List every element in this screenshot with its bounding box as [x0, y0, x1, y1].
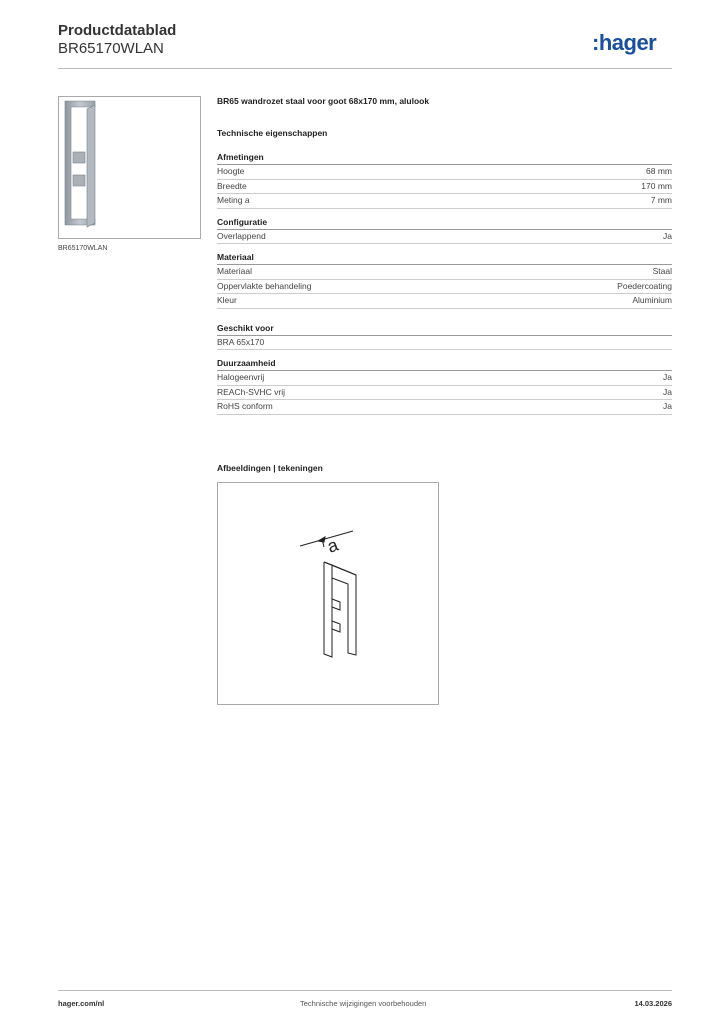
spec-section	[217, 152, 672, 209]
spec-label: Materiaal	[217, 266, 252, 276]
spec-row	[217, 180, 672, 195]
footer-divider	[58, 990, 672, 991]
footer-notice: Technische wijzigingen voorbehouden	[300, 999, 427, 1008]
spec-label: Meting a	[217, 195, 250, 205]
spec-value: 68 mm	[646, 166, 672, 176]
spec-value: 170 mm	[641, 180, 672, 191]
spec-value: Ja	[663, 401, 672, 411]
spec-label: BRA 65x170	[217, 336, 265, 347]
spec-row	[217, 165, 672, 180]
technical-heading: Technische eigenschappen	[217, 128, 328, 138]
spec-sections	[217, 152, 672, 415]
spec-row	[217, 400, 672, 415]
spec-row	[217, 280, 672, 295]
profile-drawing-icon	[218, 483, 438, 704]
spec-value: Ja	[663, 372, 672, 382]
product-details	[217, 96, 672, 423]
spec-label: Overlappend	[217, 230, 266, 241]
spec-section-title: Afmetingen	[217, 152, 672, 165]
page-title: Productdatablad	[58, 22, 177, 39]
spec-label: Breedte	[217, 180, 247, 191]
spec-section	[217, 323, 672, 351]
spec-row	[217, 294, 672, 309]
spec-label: Kleur	[217, 295, 237, 305]
spec-section-title: Duurzaamheid	[217, 358, 672, 371]
spec-value: Staal	[652, 266, 672, 276]
drawings-heading: Afbeeldingen | tekeningen	[217, 463, 323, 473]
spec-section	[217, 217, 672, 245]
hager-logo: :hager	[592, 30, 657, 55]
spec-section-title: Materiaal	[217, 252, 672, 265]
product-image-caption: BR65170WLAN	[58, 245, 108, 252]
product-image	[58, 96, 201, 239]
spec-section	[217, 358, 672, 415]
spec-value: Ja	[663, 230, 672, 241]
spec-section-title: Geschikt voor	[217, 323, 672, 336]
spec-label: Hoogte	[217, 166, 245, 176]
footer-date: 14.03.2026	[634, 999, 672, 1008]
footer-website[interactable]: hager.com/nl	[58, 999, 105, 1008]
technical-drawing	[217, 482, 439, 705]
spec-value: Aluminium	[632, 295, 672, 305]
spec-label: RoHS conform	[217, 401, 273, 411]
spec-row	[217, 371, 672, 386]
spec-row	[217, 194, 672, 209]
spec-value: 7 mm	[650, 195, 672, 205]
spec-label: REACh-SVHC vrij	[217, 386, 286, 397]
spec-row	[217, 230, 672, 245]
spec-section	[217, 252, 672, 309]
product-code: BR65170WLAN	[58, 40, 164, 57]
spec-section-title: Configuratie	[217, 217, 672, 230]
spec-value: Ja	[663, 386, 672, 397]
spec-label: Oppervlakte behandeling	[217, 280, 312, 291]
spec-value: Poedercoating	[617, 280, 672, 291]
spec-row	[217, 386, 672, 401]
product-description: BR65 wandrozet staal voor goot 68x170 mm, alulook	[217, 96, 430, 106]
spec-row	[217, 265, 672, 280]
product-photo-icon	[59, 97, 200, 238]
spec-label: Halogeenvrij	[217, 372, 265, 382]
header-divider	[58, 68, 672, 69]
dimension-label: a	[324, 534, 341, 557]
spec-row	[217, 336, 672, 351]
